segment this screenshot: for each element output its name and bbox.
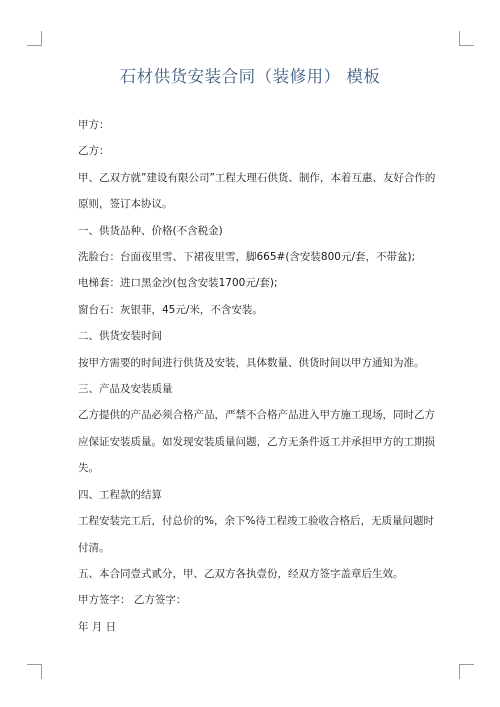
crop-mark-bottom-left xyxy=(27,664,42,679)
crop-mark-top-right xyxy=(459,31,474,46)
signature-line: 甲方签字： 乙方签字： xyxy=(78,594,187,607)
section-3-text: 乙方提供的产品必须合格产品，严禁不合格产品进入甲方施工现场，同时乙方应保证安装质量。如发现安装质量问题，乙方无条件返工并承担甲方的工期损失。 xyxy=(78,409,435,475)
intro-paragraph: 甲、乙双方就”建设有限公司”工程大理石供货、制作，本着互惠、友好合作的原则，签订本协议。 xyxy=(78,171,436,211)
section-3-heading: 三、产品及安装质量 xyxy=(78,383,173,396)
party-a-line: 甲方： xyxy=(78,119,110,131)
section-2-text: 按甲方需要的时间进行供货及安装，具体数量、供货时间以甲方通知为准。 xyxy=(78,356,425,369)
document-body xyxy=(78,112,440,640)
item-washbasin: 洗脸台：台面夜里雪、下裙夜里雪，脚665#(含安装800元/套，不带盆); xyxy=(78,251,416,264)
party-b-line: 乙方： xyxy=(78,145,110,158)
crop-mark-top-left xyxy=(27,31,42,46)
item-elevator: 电梯套：进口黑金沙(包含安装1700元/套); xyxy=(78,277,278,290)
section-4-heading: 四、工程款的结算 xyxy=(78,488,162,501)
section-1-heading: 一、供货品种、价格(不含税金) xyxy=(78,224,223,237)
section-5-text: 五、本合同壹式贰分，甲、乙双方各执壹份，经双方签字盖章后生效。 xyxy=(78,567,404,580)
section-2-heading: 二、供货安装时间 xyxy=(78,330,162,343)
document-title: 石材供货安装合同（装修用） 模板 xyxy=(119,67,381,86)
item-windowsill: 窗台石：灰银菲，45元/米，不含安装。 xyxy=(78,303,263,316)
crop-mark-bottom-right xyxy=(459,664,474,679)
section-4-text: 工程安装完工后，付总价的%，余下%待工程竣工验收合格后，无质量问题时付清。 xyxy=(78,515,434,554)
date-line: 年 月 日 xyxy=(78,620,117,633)
